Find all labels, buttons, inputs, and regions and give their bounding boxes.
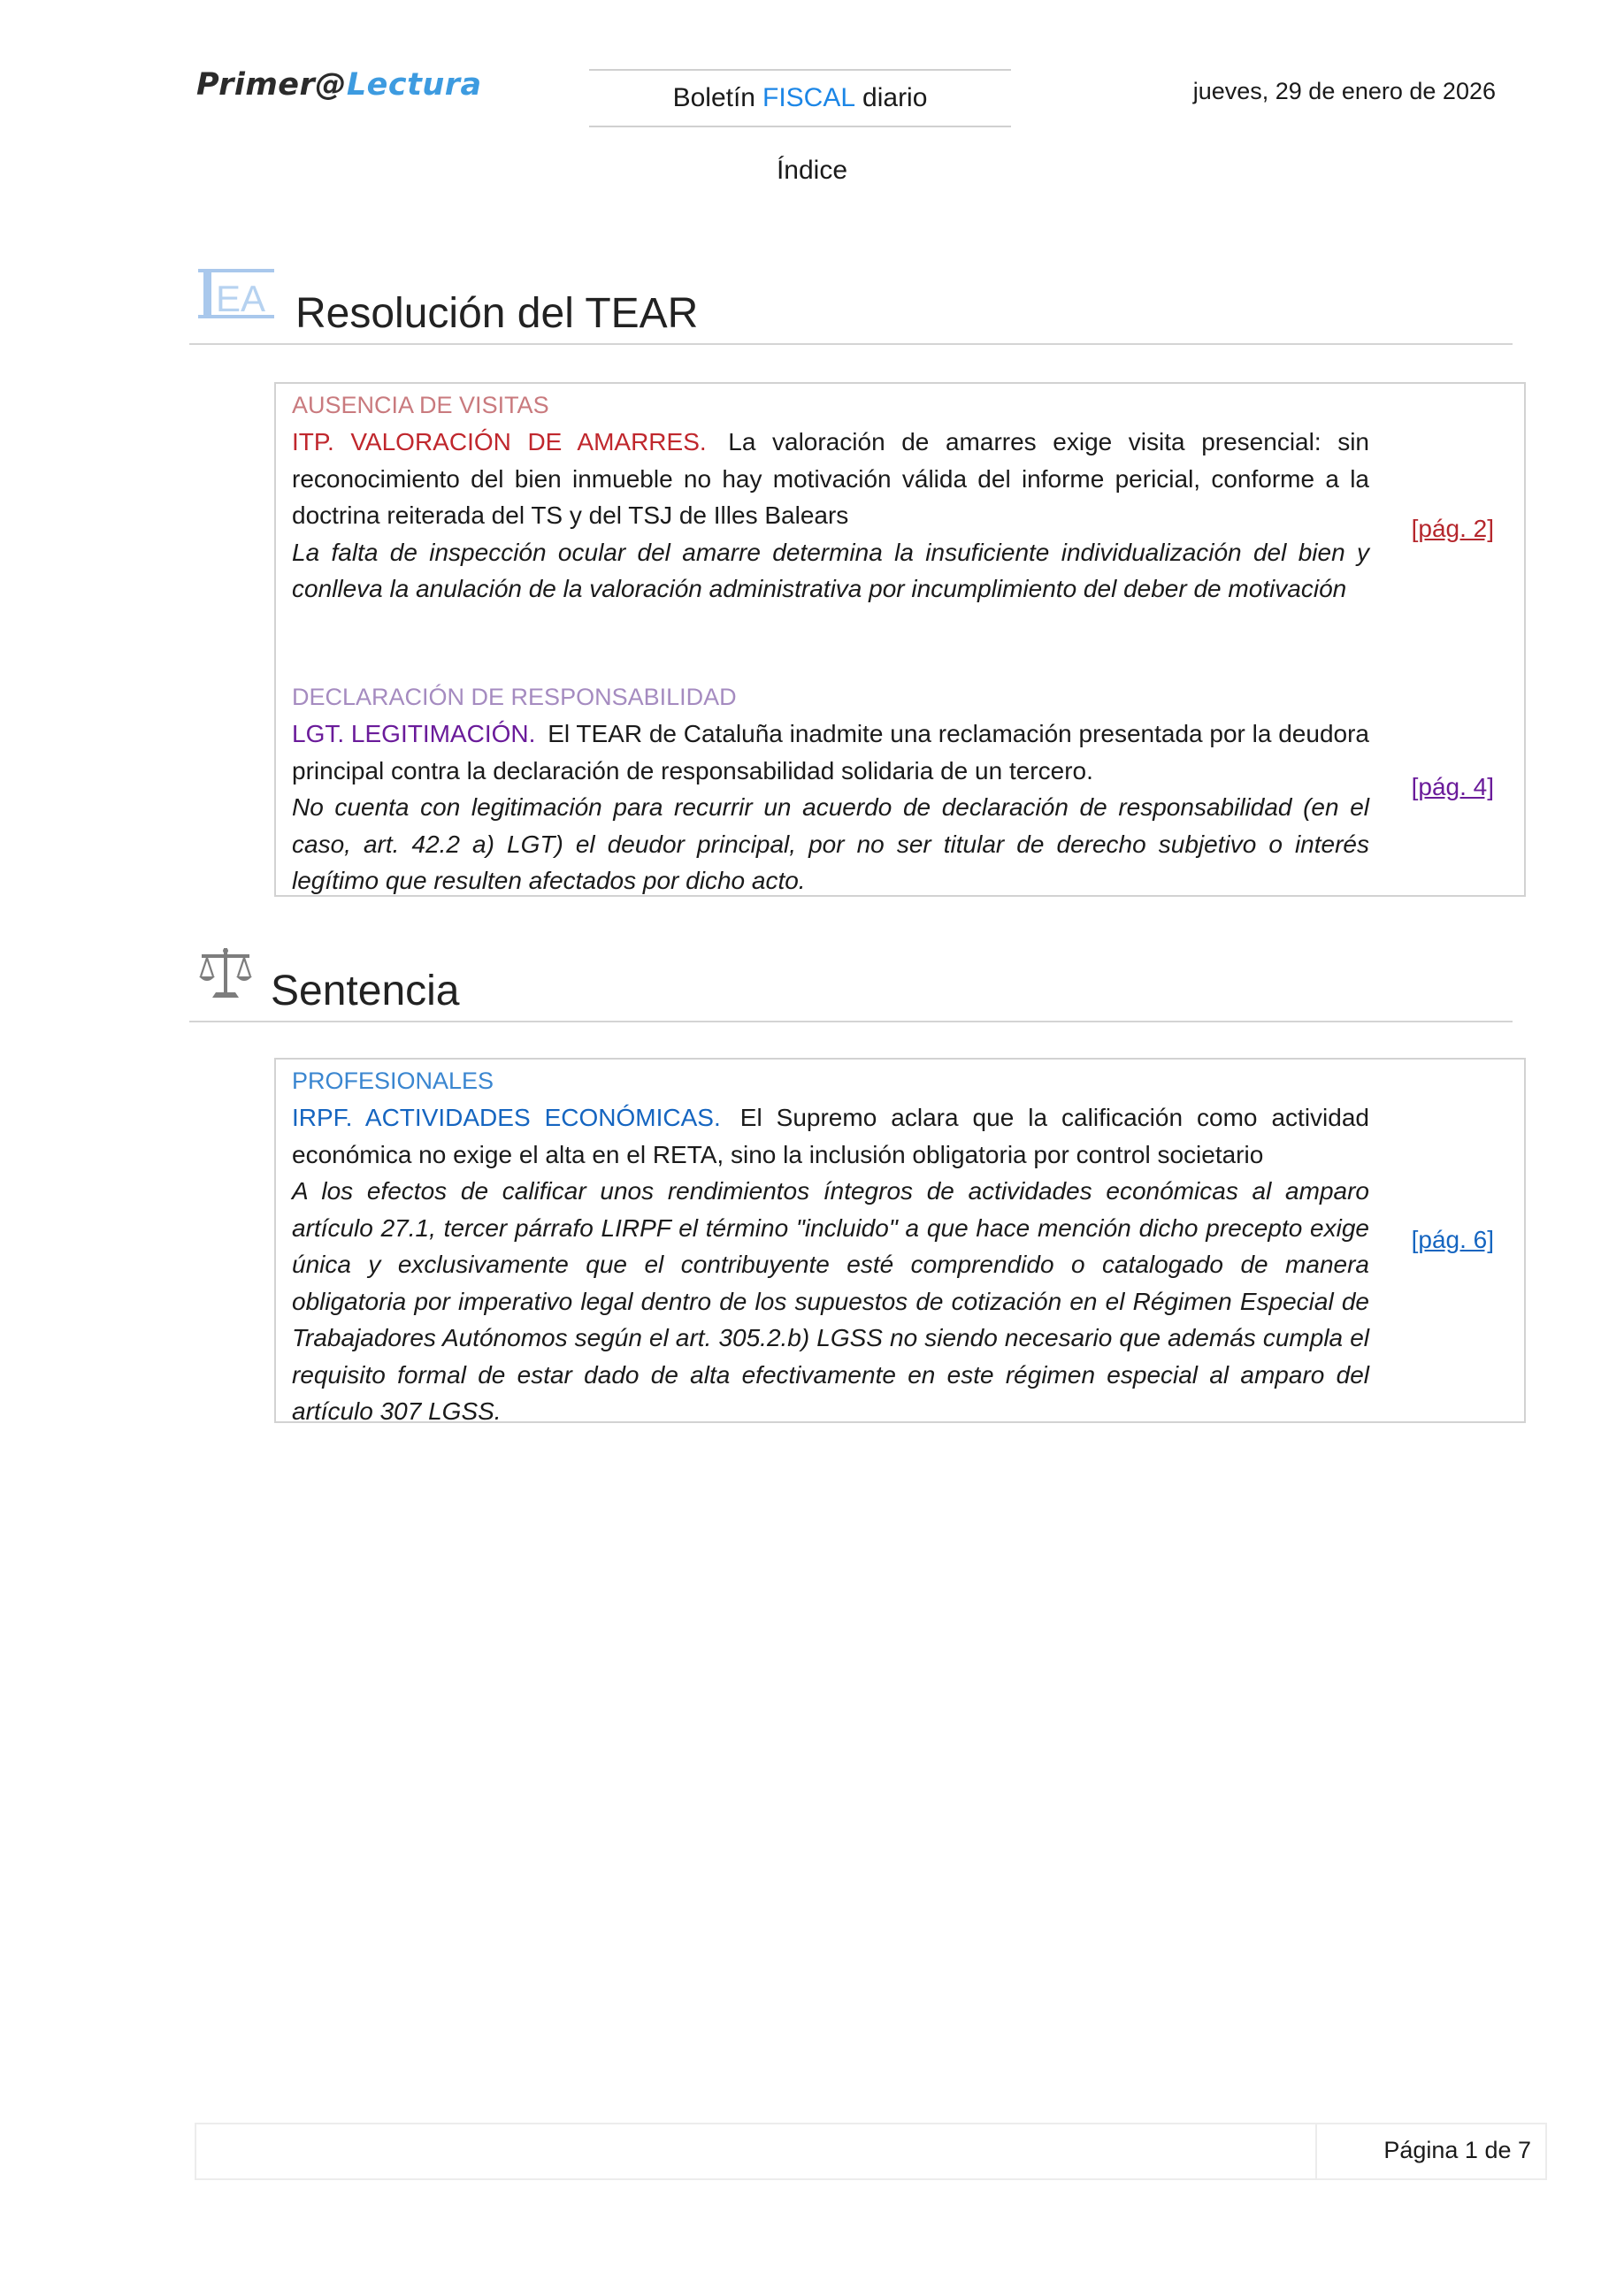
entry-body-text: La valoración de amarres exige visita presencial: sin reconocimiento del bien inmueble no hay motivación válida del informe pericial, conforme a la doctrina reiterada del TS y del TSJ de Illes Balears bbox=[292, 428, 1370, 529]
summary-box-sentencia bbox=[274, 1058, 1526, 1423]
entry-body bbox=[292, 424, 1369, 534]
page-link[interactable]: [pág. 2] bbox=[1411, 515, 1494, 542]
entry-item bbox=[292, 387, 1369, 608]
page-link[interactable]: [pág. 6] bbox=[1411, 1226, 1494, 1253]
entry-headline: LGT. LEGITIMACIÓN. bbox=[292, 720, 536, 747]
entry-body-text: El Supremo aclara que la calificación como actividad económica no exige el alta en el RETA, sino la inclusión obligatoria por control societario bbox=[292, 1104, 1369, 1168]
entry-summary: A los efectos de calificar unos rendimientos íntegros de actividades económicas al amparo artículo 27.1, tercer párrafo LIRPF el término "incluido" a que hace mención dicho precepto exige única y exclusivamente que el contribuyente esté comprendido o catalogado de manera obligatoria por imperativo legal dentro de los supuestos de cotización en el Régimen Especial de Trabajadores Autónomos según el art. 305.2.b) LGSS no siendo necesario que además cumpla el requisito formal de estar dado de alta efectivamente en este régimen especial al amparo del artículo 307 LGSS. bbox=[292, 1177, 1369, 1425]
page-number: Página 1 de 7 bbox=[1383, 2137, 1531, 2163]
entry-summary: La falta de inspección ocular del amarre determina la insuficiente individualización del bien y conlleva la anulación de la valoración administrativa por incumplimiento del deber de motivación bbox=[292, 538, 1369, 602]
index-title: Índice bbox=[776, 156, 848, 185]
entry-category: DECLARACIÓN DE RESPONSABILIDAD bbox=[292, 684, 737, 710]
entry-body bbox=[292, 716, 1369, 789]
logo-text-primary: Primer@ bbox=[196, 67, 347, 103]
entry-summary: No cuenta con legitimación para recurrir un acuerdo de declaración de responsabilidad (en el caso, art. 42.2 a) LGT) el deudor principal, por no ser titular de derecho subjetivo o interés legítimo que resulten afectados por dicho acto. bbox=[292, 793, 1369, 894]
brand-logo bbox=[196, 67, 482, 103]
bulletin-suffix: diario bbox=[862, 83, 928, 112]
bulletin-prefix: Boletín bbox=[672, 83, 755, 112]
entry-item bbox=[292, 679, 1369, 899]
scales-of-justice-icon bbox=[198, 946, 253, 1001]
page-footer bbox=[195, 2123, 1547, 2180]
page-link[interactable]: [pág. 4] bbox=[1411, 773, 1494, 800]
summary-box-tear bbox=[274, 382, 1526, 897]
entry-category: AUSENCIA DE VISITAS bbox=[292, 392, 549, 418]
svg-text:EA: EA bbox=[216, 278, 266, 319]
entry-headline: ITP. VALORACIÓN DE AMARRES. bbox=[292, 428, 707, 455]
entry-body bbox=[292, 1099, 1369, 1173]
section-title: Sentencia bbox=[271, 968, 460, 1014]
bulletin-title bbox=[589, 69, 1011, 127]
entry-headline: IRPF. ACTIVIDADES ECONÓMICAS. bbox=[292, 1104, 721, 1131]
entry-category: PROFESIONALES bbox=[292, 1068, 494, 1094]
section-heading-sentencia bbox=[189, 950, 1513, 1022]
section-heading-tear bbox=[189, 272, 1513, 345]
section-title: Resolución del TEAR bbox=[295, 290, 699, 337]
entry-body-text: El TEAR de Cataluña inadmite una reclamación presentada por la deudora principal contra la declaración de responsabilidad solidaria de un tercero. bbox=[292, 720, 1369, 784]
footer-divider bbox=[1315, 2124, 1317, 2178]
publication-date: jueves, 29 de enero de 2026 bbox=[1192, 78, 1496, 104]
logo-text-accent: Lectura bbox=[346, 67, 482, 103]
bulletin-highlight: FISCAL bbox=[762, 83, 856, 112]
entry-item bbox=[292, 1063, 1369, 1430]
tea-logo-icon bbox=[196, 267, 276, 320]
